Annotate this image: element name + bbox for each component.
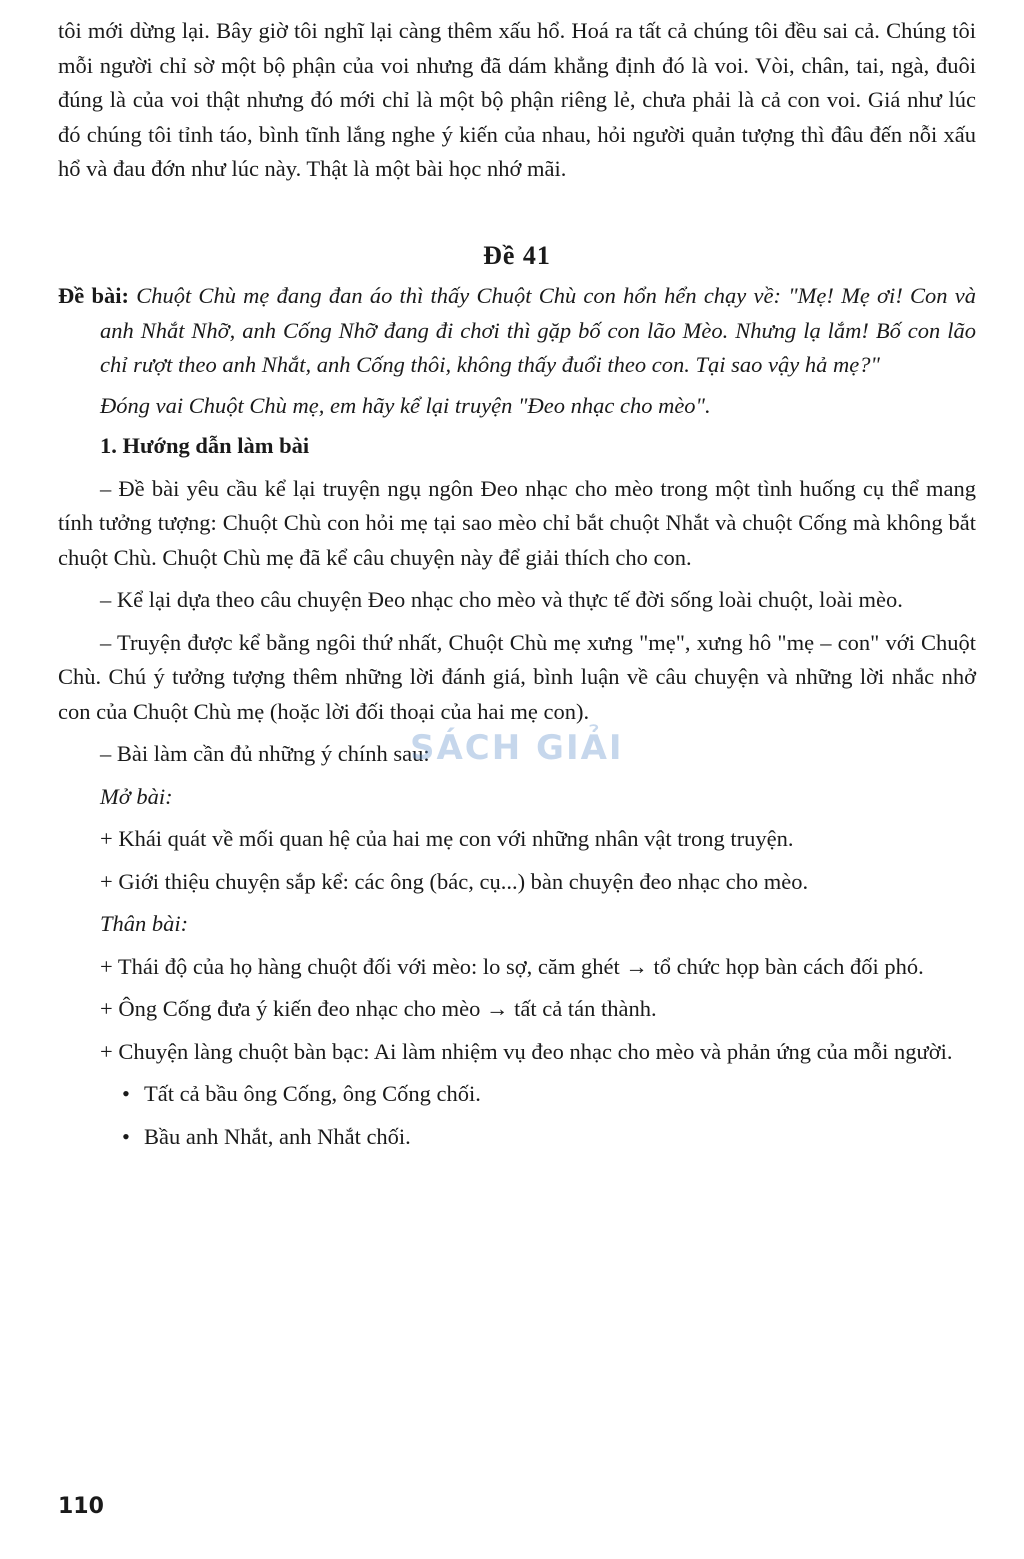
page-number: 110 bbox=[58, 1494, 104, 1519]
guide-item-2: – Kể lại dựa theo câu chuyện Đeo nhạc cho mèo và thực tế đời sống loài chuột, loài mèo. bbox=[100, 587, 903, 612]
prompt-label: Đề bài: bbox=[58, 283, 129, 308]
than-bai-label: Thân bài: bbox=[100, 911, 189, 936]
mo-bai-label: Mở bài: bbox=[100, 783, 173, 809]
bullet-text: Tất cả bầu ông Cống, ông Cống chối. bbox=[144, 1081, 481, 1106]
than-bai-item-2: + Ông Cống đưa ý kiến đeo nhạc cho mèo → tất cả tán thành. bbox=[100, 996, 657, 1021]
prompt-paragraph bbox=[58, 279, 976, 383]
bullet-item bbox=[58, 1077, 976, 1112]
mo-bai-item-1: + Khái quát về mối quan hệ của hai mẹ con với những nhân vật trong truyện. bbox=[100, 826, 794, 851]
guide-item-4: – Bài làm cần đủ những ý chính sau: bbox=[100, 741, 430, 766]
prompt-task: Đóng vai Chuột Chù mẹ, em hãy kể lại truyện "Đeo nhạc cho mèo". bbox=[100, 392, 711, 418]
watermark-logo: SÁCH GIẢI bbox=[410, 728, 624, 768]
guide-item-1: – Đề bài yêu cầu kể lại truyện ngụ ngôn Đeo nhạc cho mèo trong một tình huống cụ thể mang tính tưởng tượng: Chuột Chù con hỏi mẹ tại sao mèo chỉ bắt chuột Nhắt và chuột Cống mà không bắt chuột Chù. Chuột Chù mẹ đã kể câu chuyện này để giải thích cho con. bbox=[58, 475, 976, 570]
page-body bbox=[58, 14, 976, 1154]
bullet-dot-icon: • bbox=[122, 1123, 130, 1149]
mo-bai-item-2: + Giới thiệu chuyện sắp kể: các ông (bác, cụ...) bàn chuyện đeo nhạc cho mèo. bbox=[100, 868, 809, 894]
bullet-item bbox=[58, 1120, 976, 1155]
prompt-text: Chuột Chù mẹ đang đan áo thì thấy Chuột Chù con hổn hển chạy về: "Mẹ! Mẹ ơi! Con và anh Nhắt Nhỡ, anh Cống Nhỡ đang đi chơi thì gặp bố con lão Mèo. Nhưng lạ lắm! Bố con lão chỉ rượt theo anh Nhắt, anh Cống thôi, không thấy đuổi theo con. Tại sao vậy hả mẹ?" bbox=[100, 283, 976, 377]
than-bai-item-3: + Chuyện làng chuột bàn bạc: Ai làm nhiệm vụ đeo nhạc cho mèo và phản ứng của mỗi người. bbox=[100, 1038, 953, 1064]
bullet-text: Bầu anh Nhắt, anh Nhắt chối. bbox=[144, 1123, 411, 1149]
guide-item-3: – Truyện được kể bằng ngôi thứ nhất, Chuột Chù mẹ xưng "mẹ", xưng hô "mẹ – con" với Chuột Chù. Chú ý tưởng tượng thêm những lời đánh giá, bình luận về câu chuyện và những lời nhắc nhở con của Chuột Chù mẹ (hoặc lời đối thoại của hai mẹ con). bbox=[58, 629, 976, 724]
exercise-title: Đề 41 bbox=[483, 240, 551, 270]
than-bai-item-1: + Thái độ của họ hàng chuột đối với mèo: lo sợ, căm ghét → tổ chức họp bàn cách đối phó. bbox=[100, 953, 924, 979]
section-heading: 1. Hướng dẫn làm bài bbox=[100, 433, 310, 458]
opening-paragraph: tôi mới dừng lại. Bây giờ tôi nghĩ lại càng thêm xấu hổ. Hoá ra tất cả chúng tôi đều sai cả. Chúng tôi mỗi người chỉ sờ một bộ phận của voi nhưng đã dám khẳng định đó là voi. Vòi, chân, tai, ngà, đuôi đúng là của voi thật nhưng đó mới chỉ là một bộ phận riêng lẻ, chưa phải là cả con voi. Giá như lúc đó chúng tôi tỉnh táo, bình tĩnh lắng nghe ý kiến của nhau, hỏi người quản tượng thì đâu đến nỗi xấu hổ và đau đớn như lúc này. Thật là một bài học nhớ mãi. bbox=[58, 18, 976, 181]
bullet-dot-icon: • bbox=[122, 1081, 130, 1106]
